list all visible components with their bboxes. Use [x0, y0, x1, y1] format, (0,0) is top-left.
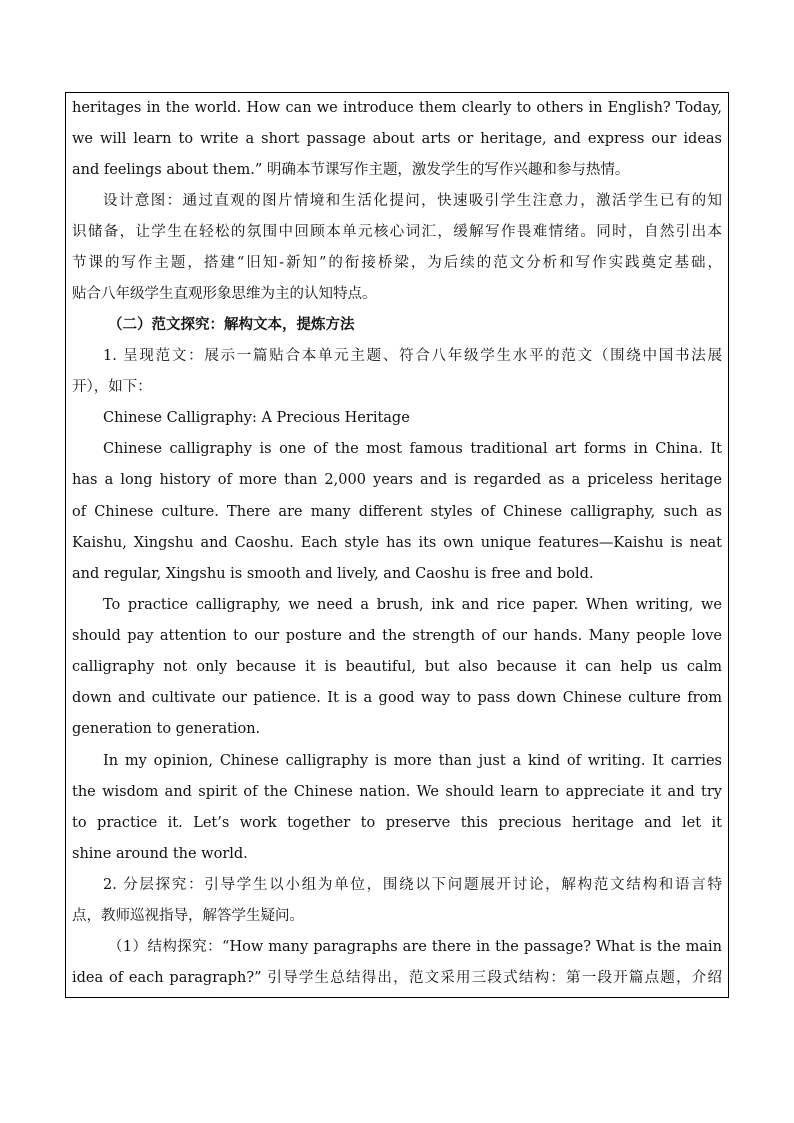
- passage-line: has a long history of more than 2,000 years and is regarded as a priceless heritage: [72, 472, 722, 488]
- passage-title: Chinese Calligraphy: A Precious Heritage: [103, 410, 410, 426]
- passage-line: should pay attention to our posture and the strength of our hands. Many people love: [72, 628, 722, 644]
- passage-line: shine around the world.: [72, 846, 248, 862]
- passage-line: to practice it. Let’s work together to preserve this precious heritage and let it: [72, 815, 722, 831]
- text-line: 识储备，让学生在轻松的氛围中回顾本单元核心词汇，缓解写作畏难情绪。同时，自然引出本: [72, 224, 722, 240]
- passage-line: of Chinese culture. There are many different styles of Chinese calligraphy, such as: [72, 504, 722, 520]
- passage-line: Chinese calligraphy is one of the most famous traditional art forms in China. It: [103, 441, 722, 457]
- passage-line: Kaishu, Xingshu and Caoshu. Each style has its own unique features—Kaishu is neat: [72, 535, 722, 551]
- design-intent-line: 设计意图：通过直观的图片情境和生活化提问，快速吸引学生注意力，激活学生已有的知: [103, 193, 722, 209]
- passage-line: To practice calligraphy, we need a brush, ink and rice paper. When writing, we: [103, 597, 722, 613]
- text-line: idea of each paragraph?” 引导学生总结得出，范文采用三段式结构：第一段开篇点题，介绍: [72, 970, 722, 986]
- text-line: 贴合八年级学生直观形象思维为主的认知特点。: [72, 286, 377, 302]
- passage-line: calligraphy not only because it is beautiful, but also because it can help us calm: [72, 659, 722, 675]
- passage-line: down and cultivate our patience. It is a good way to pass down Chinese culture from: [72, 690, 722, 706]
- passage-line: the wisdom and spirit of the Chinese nation. We should learn to appreciate it and try: [72, 784, 722, 800]
- passage-line: In my opinion, Chinese calligraphy is more than just a kind of writing. It carries: [103, 753, 722, 769]
- step-line: （1）结构探究：“How many paragraphs are there in the passage? What is the main: [108, 939, 722, 955]
- text-line: and feelings about them.” 明确本节课写作主题，激发学生的写作兴趣和参与热情。: [72, 162, 630, 178]
- passage-line: and regular, Xingshu is smooth and lively, and Caoshu is free and bold.: [72, 566, 594, 582]
- text-line: 开），如下：: [72, 379, 152, 395]
- text-line: heritages in the world. How can we introduce them clearly to others in English? Today,: [72, 100, 722, 116]
- section-heading: （二）范文探究：解构文本，提炼方法: [108, 316, 355, 333]
- step-line: 1. 呈现范文：展示一篇贴合本单元主题、符合八年级学生水平的范文（围绕中国书法展: [103, 348, 722, 364]
- text-line: 点，教师巡视指导，解答学生疑问。: [72, 908, 304, 924]
- text-line: we will learn to write a short passage about arts or heritage, and express our ideas: [72, 131, 722, 147]
- step-line: 2. 分层探究：引导学生以小组为单位，围绕以下问题展开讨论，解构范文结构和语言特: [103, 877, 722, 893]
- passage-line: generation to generation.: [72, 721, 261, 737]
- text-line: 节课的写作主题，搭建“旧知-新知”的衔接桥梁，为后续的范文分析和写作实践奠定基础，: [72, 255, 722, 271]
